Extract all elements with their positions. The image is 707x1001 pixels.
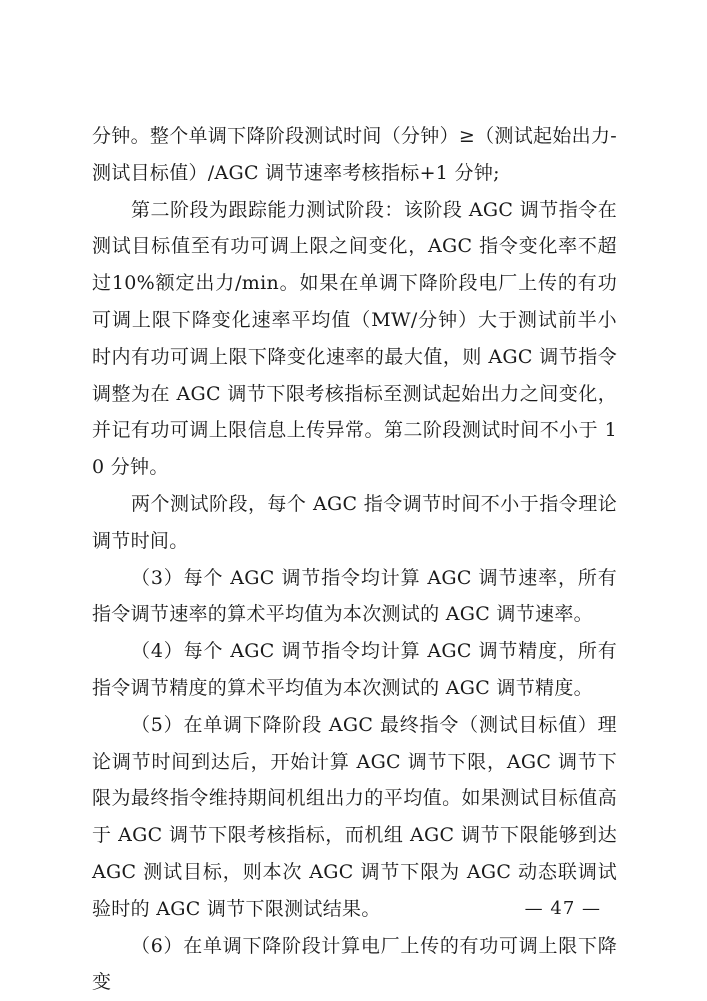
body-text [92,118,617,1001]
paragraph-stage-two: 第二阶段为跟踪能力测试阶段：该阶段 AGC 调节指令在测试目标值至有功可调上限之间变化，AGC 指令变化率不超过10%额定出力/min。如果在单调下降阶段电厂上传的有功可调上限下降变化速率平均值（MW/分钟）大于测试前半小时内有功可调上限下降变化速率的最大值，则 AGC 调节指令调整为在 AGC 调节下限考核指标至测试起始出力之间变化，并记有功可调上限信息上传异常。第二阶段测试时间不小于 10 分钟。 [92,198,617,479]
paragraph-item-3: （3）每个 AGC 调节指令均计算 AGC 调节速率，所有指令调节速率的算术平均值为本次测试的 AGC 调节速率。 [92,566,617,626]
page-number: — 47 — [524,898,601,919]
paragraph-item-4: （4）每个 AGC 调节指令均计算 AGC 调节精度，所有指令调节精度的算术平均值为本次测试的 AGC 调节精度。 [92,640,617,699]
paragraph-item-5: （5）在单调下降阶段 AGC 最终指令（测试目标值）理论调节时间到达后，开始计算 AGC 调节下限，AGC 调节下限为最终指令维持期间机组出力的平均值。如果测试目标值高于 AGC 调节下限考核指标，而机组 AGC 调节下限能够到达 AGC 测试目标，则本次 AGC 调节下限为 AGC 动态联调试验时的 AGC 调节下限测试结果。 [92,713,617,920]
paragraph-two-stages: 两个测试阶段，每个 AGC 指令调节时间不小于指令理论调节时间。 [92,492,617,552]
paragraph-continuation: 分钟。整个单调下降阶段测试时间（分钟）≥（测试起始出力-测试目标值）/AGC 调节速率考核指标+1 分钟; [92,125,617,184]
paragraph-item-6: （6）在单调下降阶段计算电厂上传的有功可调上限下降变 [92,934,617,994]
